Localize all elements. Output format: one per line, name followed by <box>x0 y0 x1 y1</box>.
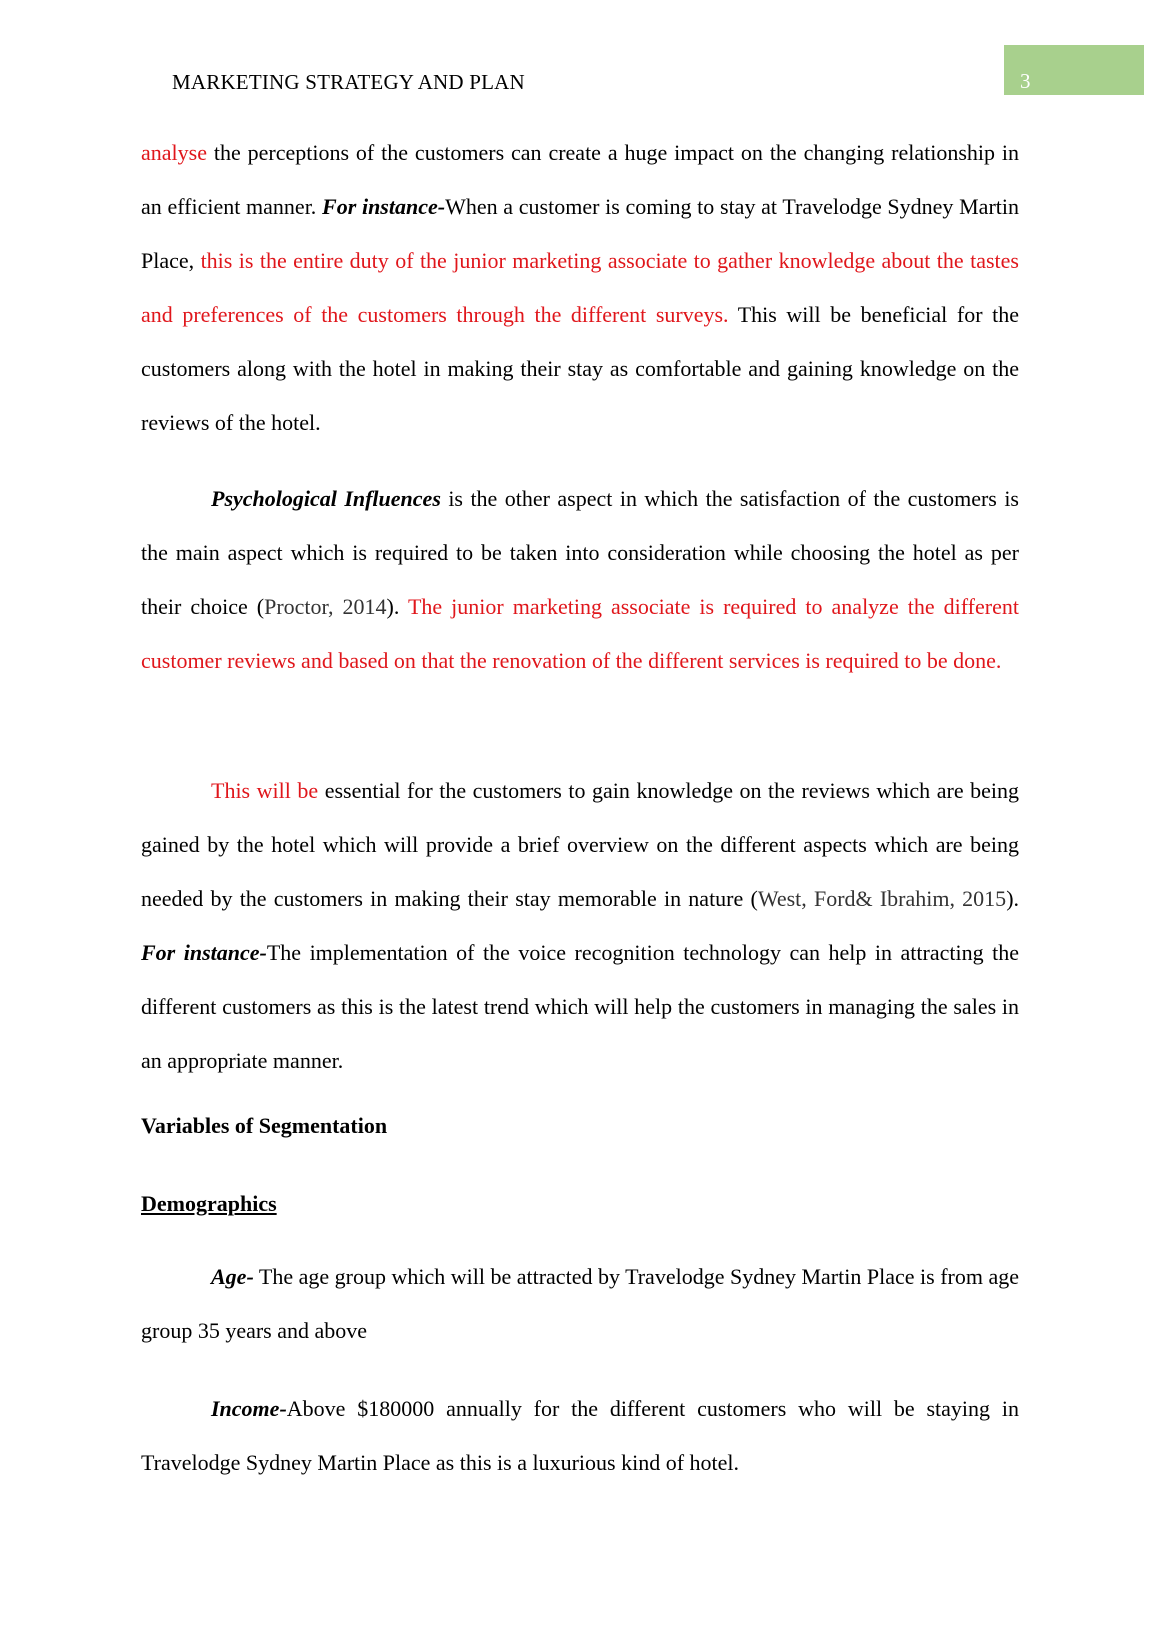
body-text: is the other aspect in which the satisfaction of the customers is the main aspect which is required to be taken into consideration while choosing the hotel as per their choice ( <box>141 486 1019 619</box>
page-number: 3 <box>1020 69 1031 93</box>
highlighted-text: The junior marketing associate is required to analyze the different customer reviews and based on that the renovation of the different services is required to be done. <box>141 594 1019 673</box>
highlighted-text: This will be <box>211 778 319 803</box>
page-number-badge <box>1004 45 1144 95</box>
body-text: essential for the customers to gain knowledge on the reviews which are being gained by the hotel which will provide a brief overview on the different aspects which are being needed by the customers in making their stay memorable in nature ( <box>141 778 1019 911</box>
body-text: This will be beneficial for the customers along with the hotel in making their stay as comfortable and gaining knowledge on the reviews of the hotel. <box>141 302 1019 435</box>
heading-demographics: Demographics <box>141 1191 277 1216</box>
body-text: The implementation of the voice recognition technology can help in attracting the different customers as this is the latest trend which will help the customers in managing the sales in an appropriate manner. <box>141 940 1019 1073</box>
emphasis-for-instance: For instance- <box>141 940 267 965</box>
emphasis-for-instance: For instance- <box>322 194 446 219</box>
citation: West, Ford& Ibrahim, 2015 <box>757 886 1007 911</box>
citation: Proctor, 2014 <box>264 594 387 619</box>
heading-variables-of-segmentation: Variables of Segmentation <box>141 1113 388 1138</box>
running-header-title: MARKETING STRATEGY AND PLAN <box>172 70 525 94</box>
paragraph-perceptions <box>141 126 1019 450</box>
highlighted-text: this is the entire duty of the junior marketing associate to gather knowledge about the tastes and preferences of the customers through the different surveys. <box>141 248 1019 327</box>
paragraph-age <box>141 1250 1019 1358</box>
body-text: Above $180000 annually for the different customers who will be staying in Travelodge Sydney Martin Place as this is a luxurious kind of hotel. <box>141 1396 1019 1475</box>
paragraph-income <box>141 1382 1019 1490</box>
body-text: the perceptions of the customers can create a huge impact on the changing relationship in an efficient manner. <box>141 140 1019 219</box>
body-text: When a customer is coming to stay at Travelodge Sydney Martin Place, <box>141 194 1020 273</box>
body-text: ). <box>1006 886 1020 911</box>
label-income: Income- <box>211 1396 287 1421</box>
label-age: Age- <box>211 1264 254 1289</box>
highlighted-text: analyse <box>141 140 207 165</box>
paragraph-psychological-influences <box>141 472 1019 688</box>
paragraph-reviews <box>141 764 1019 1088</box>
term-psychological-influences: Psychological Influences <box>211 486 441 511</box>
body-text: ). <box>386 594 408 619</box>
body-text: The age group which will be attracted by Travelodge Sydney Martin Place is from age group 35 years and above <box>141 1264 1019 1343</box>
